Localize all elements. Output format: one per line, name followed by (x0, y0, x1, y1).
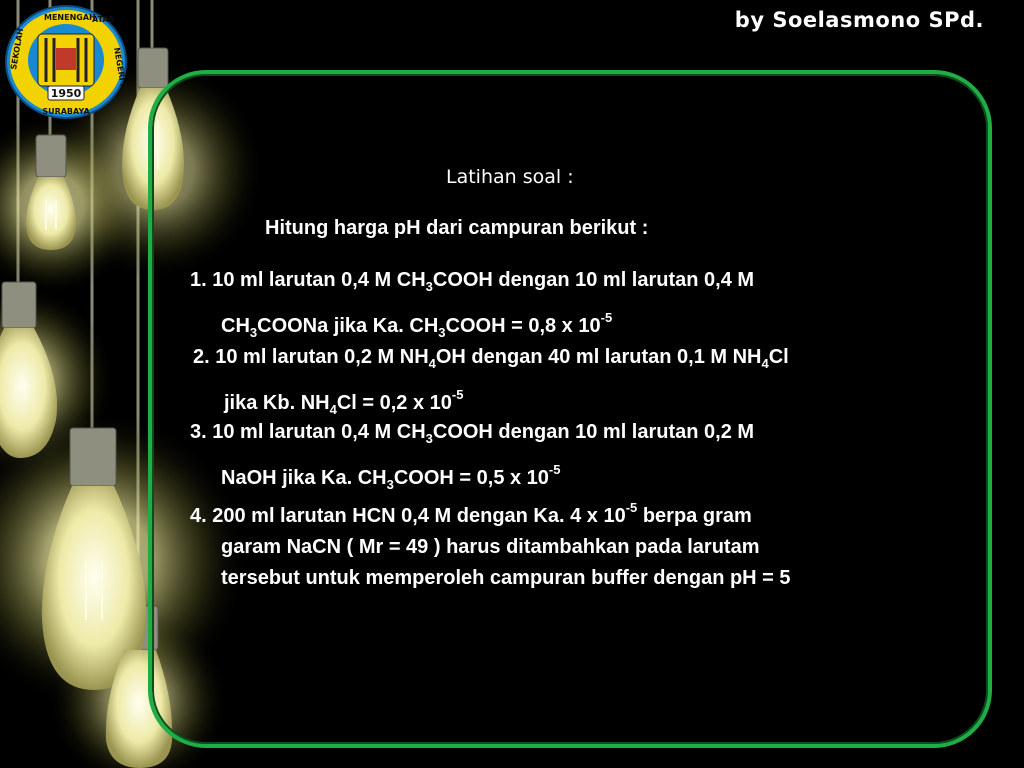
question-line: garam NaCN ( Mr = 49 ) harus ditambahkan pada larutam (221, 536, 760, 558)
question-line: tersebut untuk memperoleh campuran buffer dengan pH = 5 (221, 567, 791, 589)
logo-city: SURABAYA (42, 107, 90, 116)
question-3 (190, 417, 754, 500)
svg-text:NEGERI 2: NEGERI 2 (112, 46, 128, 90)
question-line: 1. 10 ml larutan 0,4 M $CH_3COOH$ dengan 10 ml larutan 0,4 M (190, 269, 755, 294)
question-2 (193, 342, 789, 425)
question-line: 2. 10 ml larutan 0,2 M $NH_4OH$ dengan 40 ml larutan 0,1 M $NH_4Cl$ (193, 346, 789, 371)
question-1 (190, 265, 754, 348)
svg-text:MENENGAH: MENENGAH (44, 13, 96, 22)
slide-subheading: Hitung harga pH dari campuran berikut : (265, 217, 649, 239)
logo-year: 1950 (50, 87, 82, 100)
svg-text:ATAS: ATAS (92, 15, 115, 24)
svg-text:SEKOLAH: SEKOLAH (9, 27, 26, 71)
question-line: $CH_3COONa$ jika Ka. $CH_3COOH = 0,8$ x $10^{-5}$ (221, 310, 613, 340)
author-credit: by Soelasmono SPd. (734, 8, 984, 32)
question-4 (190, 492, 791, 594)
question-line: 4. 200 ml larutan HCN 0,4 M dengan Ka. 4 x $10^{-5}$ berpa gram (190, 500, 752, 527)
question-line: NaOH jika Ka. $CH_3COOH = 0,5$ x $10^{-5}$ (221, 462, 561, 492)
question-line: 3. 10 ml larutan 0,4 M $CH_3COOH$ dengan 10 ml larutan 0,2 M (190, 421, 755, 446)
school-logo (4, 4, 128, 120)
question-line: jika Kb. $NH_4Cl = 0,2$ x $10^{-5}$ (224, 387, 464, 417)
slide-heading: Latihan soal : (446, 166, 574, 188)
